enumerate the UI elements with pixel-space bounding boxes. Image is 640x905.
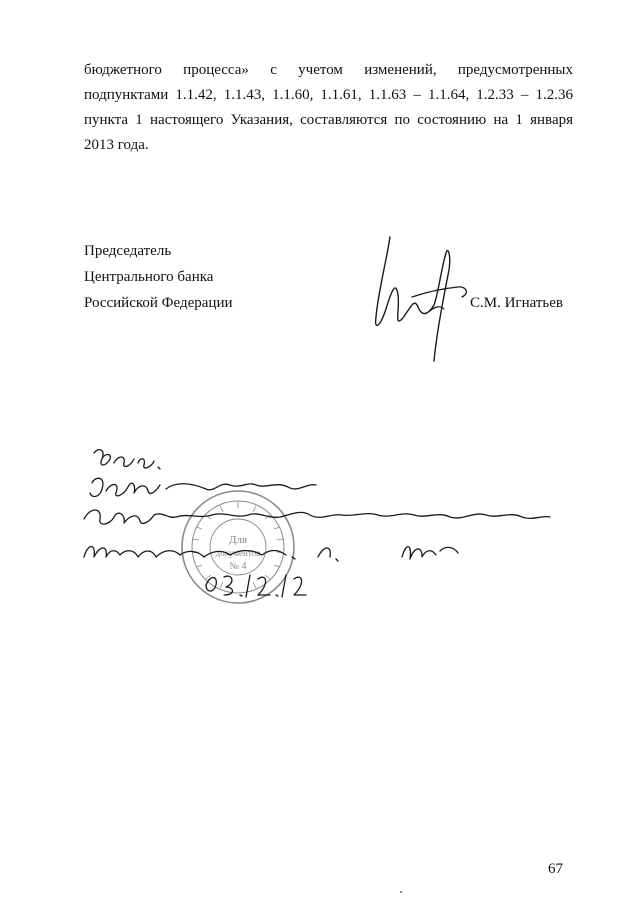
paragraph-line-1: бюджетного процесса» с учетом изменений, предусмотренных: [84, 62, 573, 78]
signatory-name: С.М. Игнатьев: [470, 295, 564, 311]
signatory-role-line-2: Центрального банка: [84, 269, 214, 285]
paragraph-line-3: пункта 1 настоящего Указания, составляются по состоянию на 1 января: [84, 112, 573, 128]
signatory-role-line-1: Председатель: [84, 243, 172, 259]
svg-text:№ 4: № 4: [229, 561, 247, 572]
handwritten-signature: [372, 235, 472, 363]
signatory-role: [84, 238, 233, 316]
page-number: 67: [548, 861, 563, 877]
paragraph-line-2: подпунктами 1.1.42, 1.1.43, 1.1.60, 1.1.61, 1.1.63 – 1.1.64, 1.2.33 – 1.2.36: [84, 87, 573, 103]
body-paragraph: [84, 58, 573, 158]
handwritten-certification: [80, 445, 560, 605]
svg-text:документов: документов: [215, 548, 261, 558]
signatory-role-line-3: Российской Федерации: [84, 295, 233, 311]
svg-text:Для: Для: [228, 534, 248, 546]
paragraph-line-4: 2013 года.: [84, 137, 149, 153]
scan-speck: [400, 891, 402, 893]
